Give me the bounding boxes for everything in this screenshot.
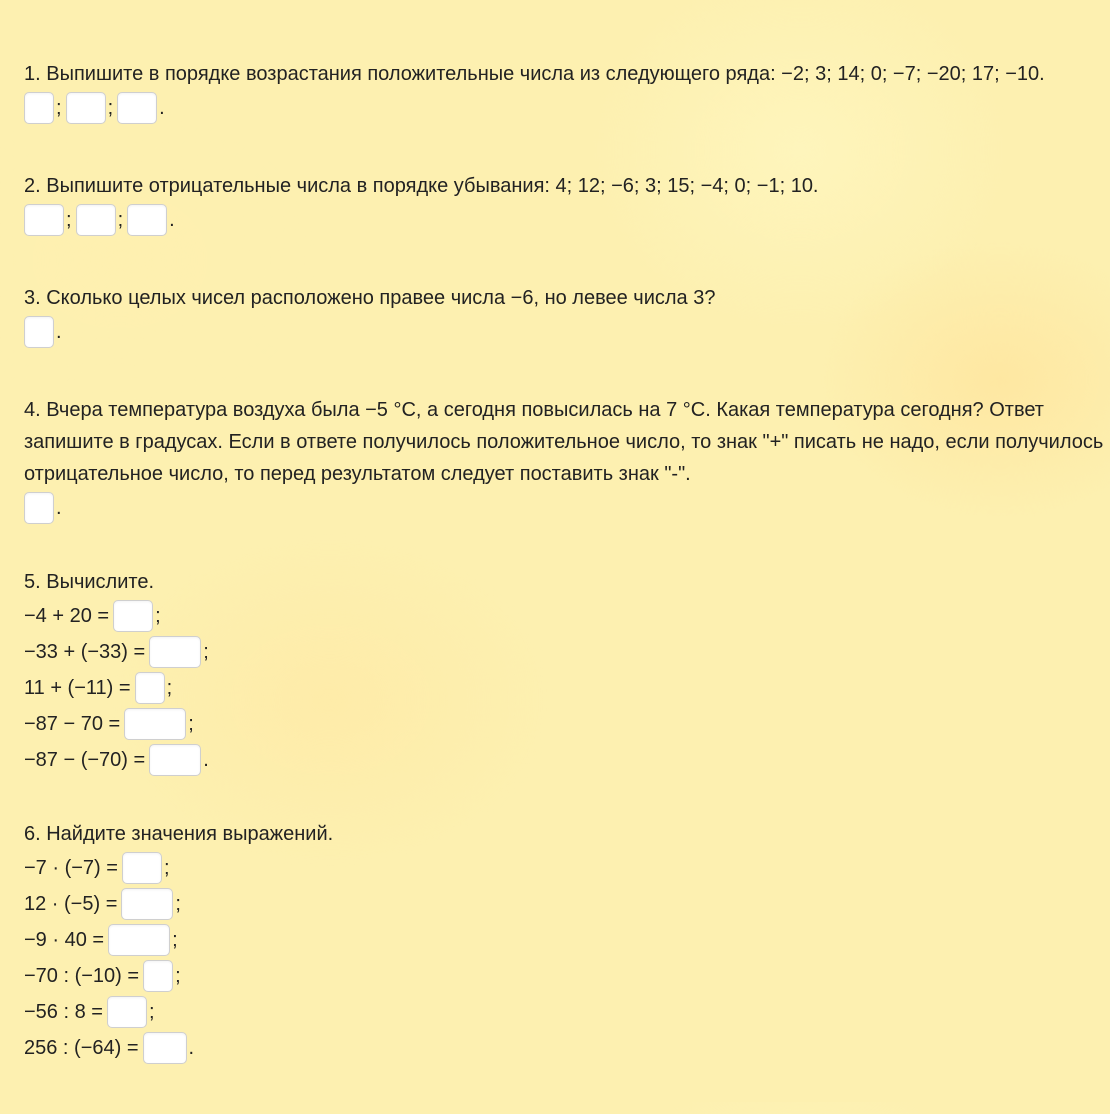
task-6: [24, 818, 1104, 1066]
expression: −9 · 40 =: [24, 929, 105, 951]
task-5: [24, 566, 1104, 778]
task-1-question: 1. Выпишите в порядке возрастания положительные числа из следующего ряда: −2; 3; 14; 0; −7; −20; 17; −10.: [24, 63, 1045, 85]
task-1: [24, 58, 1104, 126]
terminator: .: [56, 321, 62, 343]
task-6-answer-5-input[interactable]: [107, 996, 147, 1028]
task-5-row-1: [24, 598, 1104, 634]
expression: −56 : 8 =: [24, 1001, 103, 1023]
separator: ;: [107, 97, 114, 119]
terminator: ;: [155, 605, 161, 627]
terminator: .: [169, 209, 175, 231]
task-6-row-5: [24, 994, 1104, 1030]
task-2-answer-1-input[interactable]: [24, 204, 64, 236]
task-6-answer-6-input[interactable]: [143, 1032, 187, 1064]
task-5-row-3: [24, 670, 1104, 706]
expression: −87 − (−70) =: [24, 749, 146, 771]
expression: −7 · (−7) =: [24, 857, 118, 879]
terminator: ;: [203, 641, 209, 663]
expression: −4 + 20 =: [24, 605, 110, 627]
task-3-answer-row: [24, 314, 1104, 350]
expression: 256 : (−64) =: [24, 1037, 139, 1059]
task-5-answer-1-input[interactable]: [113, 600, 153, 632]
task-1-answer-2-input[interactable]: [66, 92, 106, 124]
separator: ;: [117, 209, 124, 231]
terminator: ;: [163, 857, 170, 879]
worksheet: [24, 58, 1104, 1114]
task-5-answer-3-input[interactable]: [135, 672, 165, 704]
task-5-answer-2-input[interactable]: [149, 636, 201, 668]
task-6-answer-3-input[interactable]: [108, 924, 170, 956]
terminator: ;: [172, 929, 178, 951]
task-5-row-5: [24, 742, 1104, 778]
task-1-answer-1-input[interactable]: [24, 92, 54, 124]
task-6-row-6: [24, 1030, 1104, 1066]
task-3-question: 3. Сколько целых чисел расположено правее числа −6, но левее числа 3?: [24, 287, 716, 309]
task-5-answer-4-input[interactable]: [124, 708, 186, 740]
task-6-row-1: [24, 850, 1104, 886]
task-2-answer-row: [24, 202, 1104, 238]
task-6-answer-4-input[interactable]: [143, 960, 173, 992]
task-4-question: 4. Вчера температура воздуха была −5 °C, а сегодня повысилась на 7 °C. Какая температура сегодня? Ответ запишите в градусах. Если в ответе получилось положительное число, то знак "+" писать не надо, если получилось отрицательное число, то перед результатом следует поставить знак "-".: [24, 399, 1104, 485]
terminator: ;: [148, 1001, 155, 1023]
task-6-answer-1-input[interactable]: [122, 852, 162, 884]
task-3-answer-input[interactable]: [24, 316, 54, 348]
terminator: .: [203, 749, 209, 771]
terminator: .: [56, 497, 62, 519]
expression: 12 · (−5) =: [24, 893, 118, 915]
task-2-question: 2. Выпишите отрицательные числа в порядке убывания: 4; 12; −6; 3; 15; −4; 0; −1; 10.: [24, 175, 819, 197]
task-6-row-4: [24, 958, 1104, 994]
separator: ;: [66, 209, 72, 231]
expression: −87 − 70 =: [24, 713, 121, 735]
task-1-answer-3-input[interactable]: [117, 92, 157, 124]
task-4-answer-input[interactable]: [24, 492, 54, 524]
task-6-row-3: [24, 922, 1104, 958]
task-6-title: 6. Найдите значения выражений.: [24, 823, 334, 845]
task-6-row-2: [24, 886, 1104, 922]
terminator: ;: [188, 713, 194, 735]
task-3: [24, 282, 1104, 350]
terminator: ;: [166, 677, 173, 699]
terminator: ;: [175, 893, 181, 915]
expression: −70 : (−10) =: [24, 965, 140, 987]
terminator: .: [188, 1037, 195, 1059]
expression: 11 + (−11) =: [24, 677, 131, 699]
task-5-answer-5-input[interactable]: [149, 744, 201, 776]
terminator: ;: [175, 965, 181, 987]
task-4: [24, 394, 1104, 526]
task-5-title: 5. Вычислите.: [24, 571, 154, 593]
task-2-answer-2-input[interactable]: [76, 204, 116, 236]
separator: ;: [56, 97, 62, 119]
task-2-answer-3-input[interactable]: [127, 204, 167, 236]
task-6-answer-2-input[interactable]: [121, 888, 173, 920]
task-5-row-2: [24, 634, 1104, 670]
task-1-answer-row: [24, 90, 1104, 126]
task-5-row-4: [24, 706, 1104, 742]
task-4-answer-row: [24, 490, 1104, 526]
task-2: [24, 170, 1104, 238]
terminator: .: [159, 97, 165, 119]
expression: −33 + (−33) =: [24, 641, 146, 663]
